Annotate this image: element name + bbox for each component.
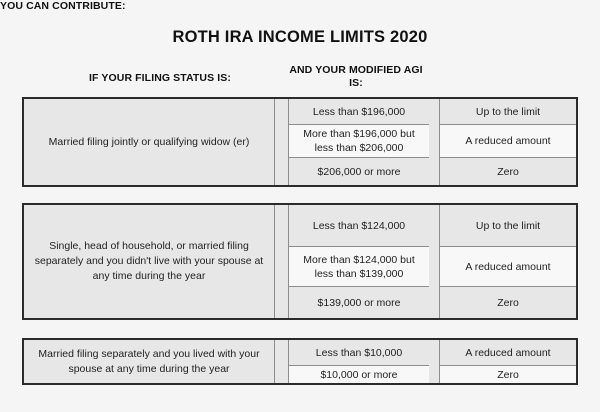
table-row: Zero bbox=[440, 287, 576, 318]
table-row: $139,000 or more bbox=[289, 287, 429, 318]
table-row: $10,000 or more bbox=[289, 366, 429, 383]
table-row: $206,000 or more bbox=[289, 158, 429, 185]
table-row: More than $124,000 but less than $139,000 bbox=[289, 247, 429, 287]
table-row: A reduced amount bbox=[440, 247, 576, 287]
filing-status-cell bbox=[24, 205, 275, 318]
income-limits-table-married-separately-living-together bbox=[22, 338, 578, 385]
table-row: Less than $124,000 bbox=[289, 205, 429, 247]
table-row: A reduced amount bbox=[440, 340, 576, 366]
contribute-column bbox=[440, 99, 576, 185]
filing-status-cell bbox=[24, 340, 275, 383]
page-title: ROTH IRA INCOME LIMITS 2020 bbox=[172, 28, 428, 46]
agi-column bbox=[289, 99, 429, 185]
contribute-column bbox=[440, 340, 576, 383]
spacer-column bbox=[275, 340, 289, 383]
contribute-column bbox=[440, 205, 576, 318]
table-row: Less than $196,000 bbox=[289, 99, 429, 125]
income-limits-table-single-or-separate-not-living-together bbox=[22, 203, 578, 320]
spacer-column bbox=[429, 340, 440, 383]
table-row: Zero bbox=[440, 158, 576, 185]
table-row: Up to the limit bbox=[440, 205, 576, 247]
table-row: Up to the limit bbox=[440, 99, 576, 125]
spacer-column bbox=[429, 99, 440, 185]
agi-column bbox=[289, 340, 429, 383]
spacer-column bbox=[429, 205, 440, 318]
income-limits-table-married-jointly bbox=[22, 97, 578, 187]
filing-status-cell bbox=[24, 99, 275, 185]
agi-column bbox=[289, 205, 429, 318]
column-header-filing-status: IF YOUR FILING STATUS IS: bbox=[89, 72, 231, 84]
filing-status-text: Married filing separately and you lived with your spouse at any time during the year bbox=[38, 347, 260, 375]
filing-status-text: Single, head of household, or married filing separately and you didn't live with your spouse at any time during the year bbox=[34, 240, 264, 282]
column-header-you-can-contribute: YOU CAN CONTRIBUTE: bbox=[0, 0, 126, 12]
table-row: A reduced amount bbox=[440, 125, 576, 158]
spacer-column bbox=[275, 205, 289, 318]
spacer-column bbox=[275, 99, 289, 185]
filing-status-text: Married filing jointly or qualifying widow (er) bbox=[48, 135, 250, 148]
table-row: Zero bbox=[440, 366, 576, 383]
table-row: More than $196,000 but less than $206,000 bbox=[289, 125, 429, 158]
table-row: Less than $10,000 bbox=[289, 340, 429, 366]
column-header-modified-agi: AND YOUR MODIFIED AGI IS: bbox=[289, 64, 423, 89]
